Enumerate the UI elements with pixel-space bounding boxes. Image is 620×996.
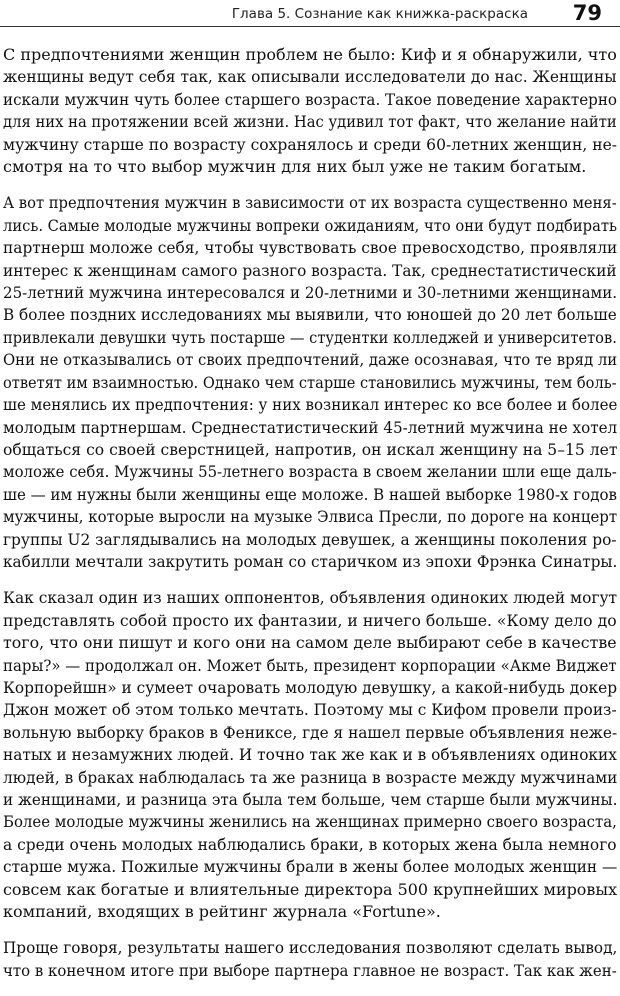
text-line: ше — им нужны были женщины еще моложе. В нашей выборке 1980-х годов <box>3 484 617 504</box>
text-line: того, что они пишут и кого они на самом деле выбирают себе в качестве <box>3 633 617 653</box>
text-line: вольную выборку браков в Фениксе, где я нашел первые объявления неже- <box>3 722 618 742</box>
text-line: Джон может об этом только мечтать. Поэтому мы с Кифом провели произ- <box>3 700 617 720</box>
paragraph <box>3 937 617 982</box>
text-line: кабилли мечтали закрутить роман со старичком из эпохи Фрэнка Синатры. <box>3 551 618 571</box>
text-line: моложе себя. Мужчины 55-летнего возраста в своем желании шли еще даль- <box>3 462 617 482</box>
text-line: людей, в браках наблюдалась та же разница в возрасте между мужчинами <box>3 767 618 787</box>
text-line: Они не отказывались от своих предпочтений, даже осознавая, что те вряд ли <box>3 350 618 370</box>
text-line: пары?» — продолжал он. Может быть, президент корпорации «Акме Виджет <box>3 655 617 675</box>
text-line: совсем как богатые и влиятельные директора 500 крупнейших мировых <box>3 879 618 899</box>
text-line: 25-летний мужчина интересовался и 20-летними и 30-летними женщинами. <box>3 283 618 303</box>
text-line: партнерш моложе себя, чтобы чувствовать свое превосходство, проявляли <box>3 238 618 258</box>
text-line: Проще говоря, результаты нашего исследования позволяют сделать вывод, <box>3 938 618 958</box>
text-line: мужчины, которые выросли на музыке Элвиса Пресли, по дороге на концерт <box>3 507 618 527</box>
text-line: а среди очень молодых наблюдались браки, в которых жена была немного <box>3 834 617 854</box>
text-line: ответят им взаимностью. Однако чем старше становились мужчины, тем боль- <box>3 372 617 392</box>
text-line: интерес к женщинам самого разного возраста. Так, среднестатистический <box>3 260 617 280</box>
paragraph <box>3 44 617 178</box>
text-line: молодым партнершам. Среднестатистический 45-летний мужчина не хотел <box>3 417 618 437</box>
text-line: Корпорейшн» и сумеет очаровать молодую девушку, а какой-нибудь докер <box>3 677 618 697</box>
page-header <box>0 0 620 27</box>
text-line: для них на протяжении всей жизни. Нас удивил тот факт, что желание найти <box>3 112 617 132</box>
text-line: общаться со своей сверстницей, напротив, он искал женщину на 5–15 лет <box>3 439 618 459</box>
text-line: группы U2 заглядывались на молодых девушек, а женщины поколения ро- <box>3 529 617 549</box>
text-line: искали мужчин чуть более старшего возраста. Такое поведение характерно <box>3 89 618 109</box>
text-line: Более молодые мужчины женились на женщинах примерно своего возраста, <box>3 812 617 832</box>
text-line: А вот предпочтения мужчин в зависимости от их возраста существенно меня- <box>3 193 617 213</box>
text-line: и женщинами, и разница эта была тем больше, чем старше были мужчины. <box>3 790 618 809</box>
text-line: смотря на то что выбор мужчин для них был уже не таким богатым. <box>3 157 587 177</box>
text-line: С предпочтениями женщин проблем не было: Киф и я обнаружили, что <box>3 45 617 64</box>
paragraph <box>3 587 617 923</box>
text-line: что в конечном итоге при выборе партнера главное не возраст. Так как жен- <box>3 960 617 980</box>
page-number: 79 <box>572 1 602 25</box>
body-text <box>3 44 617 996</box>
text-line: мужчину старше по возрасту сохранялось и среди 60-летних женщин, не- <box>3 134 618 154</box>
text-line: компаний, входящих в рейтинг журнала «Fortune». <box>3 902 441 922</box>
text-line: привлекали девушки чуть постарше — студентки колледжей и университетов. <box>3 327 617 347</box>
text-line: натых и незамужних людей. И точно так же как и в объявлениях одиноких <box>3 745 617 765</box>
text-line: старше мужа. Пожилые мужчины брали в жены более молодых женщин — <box>3 857 618 877</box>
text-line: ше менялись их предпочтения: у них возникал интерес ко все более и более <box>3 395 618 415</box>
text-line: лись. Самые молодые мужчины вопреки ожиданиям, что они будут подбирать <box>3 215 617 235</box>
text-line: женщины ведут себя так, как описывали исследователи до нас. Женщины <box>3 67 617 87</box>
text-line: В более поздних исследованиях мы выявили, что юношей до 20 лет больше <box>3 305 617 325</box>
running-head: Глава 5. Сознание как книжка-раскраска <box>231 6 528 22</box>
text-line: Как сказал один из наших оппонентов, объявления одиноких людей могут <box>3 588 618 608</box>
paragraph <box>3 192 617 573</box>
text-line: представлять собой просто их фантазии, и ничего больше. «Кому дело до <box>3 610 617 630</box>
